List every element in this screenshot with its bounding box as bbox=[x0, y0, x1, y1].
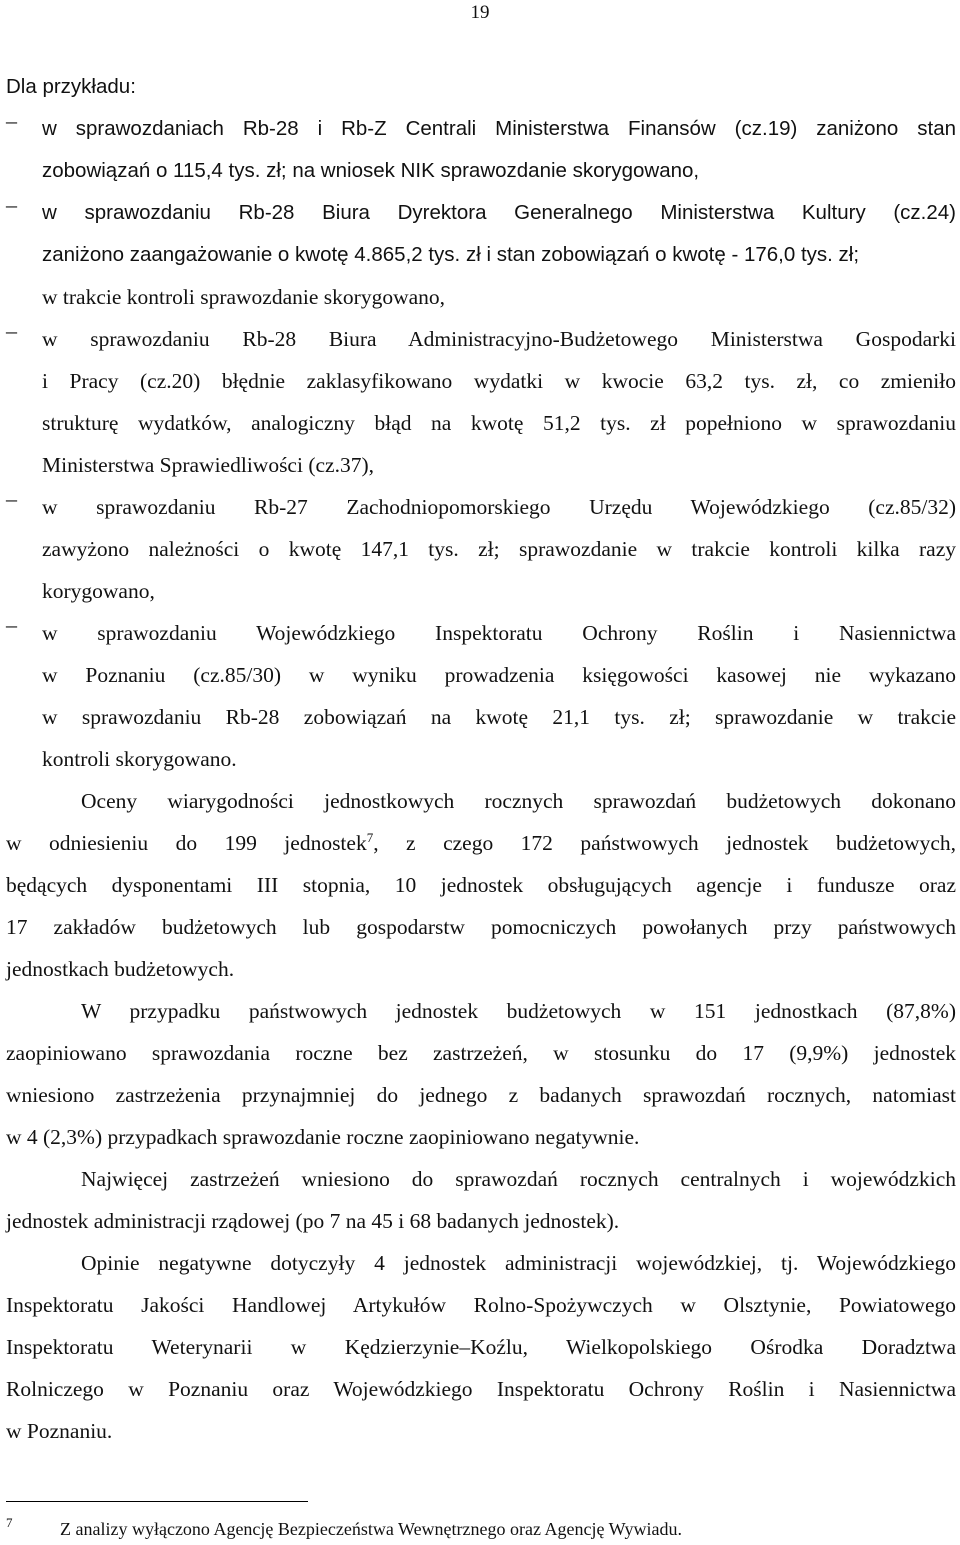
paragraph-2-line-1: W przypadku państwowych jednostek budżetowych w 151 jednostkach (87,8%) bbox=[81, 999, 956, 1023]
paragraph-1-line-2-end: , z czego 172 państwowych jednostek budżetowych, bbox=[373, 831, 956, 855]
bullet-5-line-2: w Poznaniu (cz.85/30) w wyniku prowadzenia księgowości kasowej nie wykazano bbox=[42, 663, 956, 687]
footnote-separator bbox=[6, 1501, 308, 1502]
bullet-3-line-2: i Pracy (cz.20) błędnie zaklasyfikowano wydatki w kwocie 63,2 tys. zł, co zmieniło bbox=[42, 369, 956, 393]
paragraph-4-line-2: Inspektoratu Jakości Handlowej Artykułów Rolno-Spożywczych w Olsztynie, Powiatowego bbox=[6, 1293, 956, 1317]
bullet-5-line-3: w sprawozdaniu Rb-28 zobowiązań na kwotę 21,1 tys. zł; sprawozdanie w trakcie bbox=[42, 705, 956, 729]
bullet-4-line-3: korygowano, bbox=[42, 579, 155, 603]
footnote-text: Z analizy wyłączono Agencję Bezpieczeństwa Wewnętrznego oraz Agencję Wywiadu. bbox=[60, 1519, 683, 1539]
page-number: 19 bbox=[470, 2, 490, 23]
bullet-2-line-1: w sprawozdaniu Rb-28 Biura Dyrektora Generalnego Ministerstwa Kultury (cz.24) bbox=[42, 201, 956, 224]
bullet-dash: – bbox=[6, 108, 17, 133]
paragraph-1-line-2-start: w odniesieniu do 199 jednostek bbox=[6, 831, 367, 855]
paragraph-3-line-2: jednostek administracji rządowej (po 7 na 45 i 68 badanych jednostek). bbox=[6, 1209, 620, 1233]
bullet-5-line-1: w sprawozdaniu Wojewódzkiego Inspektoratu Ochrony Roślin i Nasiennictwa bbox=[42, 621, 956, 645]
paragraph-2-line-4: w 4 (2,3%) przypadkach sprawozdanie roczne zaopiniowano negatywnie. bbox=[6, 1125, 640, 1149]
footnote-mark: 7 bbox=[6, 1515, 13, 1530]
paragraph-4-line-1: Opinie negatywne dotyczyły 4 jednostek administracji wojewódzkiej, tj. Wojewódzkiego bbox=[81, 1251, 956, 1275]
paragraph-2-line-3: wniesiono zastrzeżenia przynajmniej do jednego z badanych sprawozdań rocznych, natomiast bbox=[6, 1083, 956, 1107]
bullet-dash: – bbox=[6, 318, 17, 343]
paragraph-2-line-2: zaopiniowano sprawozdania roczne bez zastrzeżeń, w stosunku do 17 (9,9%) jednostek bbox=[6, 1041, 956, 1065]
paragraph-1-line-3: będących dysponentami III stopnia, 10 jednostek obsługujących agencje i fundusze oraz bbox=[6, 873, 956, 897]
bullet-dash: – bbox=[6, 612, 17, 637]
paragraph-1-line-2 bbox=[6, 822, 956, 864]
paragraph-4-line-3: Inspektoratu Weterynarii w Kędzierzynie–Koźlu, Wielkopolskiego Ośrodka Doradztwa bbox=[6, 1335, 956, 1359]
paragraph-3-line-1: Najwięcej zastrzeżeń wniesiono do sprawozdań rocznych centralnych i wojewódzkich bbox=[81, 1167, 956, 1191]
bullet-5-line-4: kontroli skorygowano. bbox=[42, 747, 237, 771]
bullet-4-line-1: w sprawozdaniu Rb-27 Zachodniopomorskiego Urzędu Wojewódzkiego (cz.85/32) bbox=[42, 495, 956, 519]
intro-text: Dla przykładu: bbox=[6, 75, 136, 98]
bullet-3-line-3: strukturę wydatków, analogiczny błąd na kwotę 51,2 tys. zł popełniono w sprawozdaniu bbox=[42, 411, 956, 435]
footnote-reference: 7 bbox=[366, 829, 374, 845]
bullet-3-line-4: Ministerstwa Sprawiedliwości (cz.37), bbox=[42, 453, 374, 477]
bullet-2-line-3: w trakcie kontroli sprawozdanie skorygowano, bbox=[42, 285, 446, 309]
paragraph-1-line-1: Oceny wiarygodności jednostkowych rocznych sprawozdań budżetowych dokonano bbox=[81, 789, 956, 813]
paragraph-1-line-4: 17 zakładów budżetowych lub gospodarstw pomocniczych powołanych przy państwowych bbox=[6, 915, 956, 939]
bullet-dash: – bbox=[6, 192, 17, 217]
bullet-1-line-1: w sprawozdaniach Rb-28 i Rb-Z Centrali Ministerstwa Finansów (cz.19) zaniżono stan bbox=[42, 117, 956, 140]
bullet-2-line-2: zaniżono zaangażowanie o kwotę 4.865,2 tys. zł i stan zobowiązań o kwotę - 176,0 tys. zł; bbox=[42, 243, 860, 266]
bullet-3-line-1: w sprawozdaniu Rb-28 Biura Administracyjno-Budżetowego Ministerstwa Gospodarki bbox=[42, 327, 956, 351]
paragraph-4-line-5: w Poznaniu. bbox=[6, 1419, 113, 1443]
bullet-dash: – bbox=[6, 486, 17, 511]
bullet-1-line-2: zobowiązań o 115,4 tys. zł; na wniosek NIK sprawozdanie skorygowano, bbox=[42, 159, 700, 182]
bullet-4-line-2: zawyżono należności o kwotę 147,1 tys. zł; sprawozdanie w trakcie kontroli kilka razy bbox=[42, 537, 956, 561]
paragraph-1-line-5: jednostkach budżetowych. bbox=[6, 957, 235, 981]
paragraph-4-line-4: Rolniczego w Poznaniu oraz Wojewódzkiego Inspektoratu Ochrony Roślin i Nasiennictwa bbox=[6, 1377, 956, 1401]
